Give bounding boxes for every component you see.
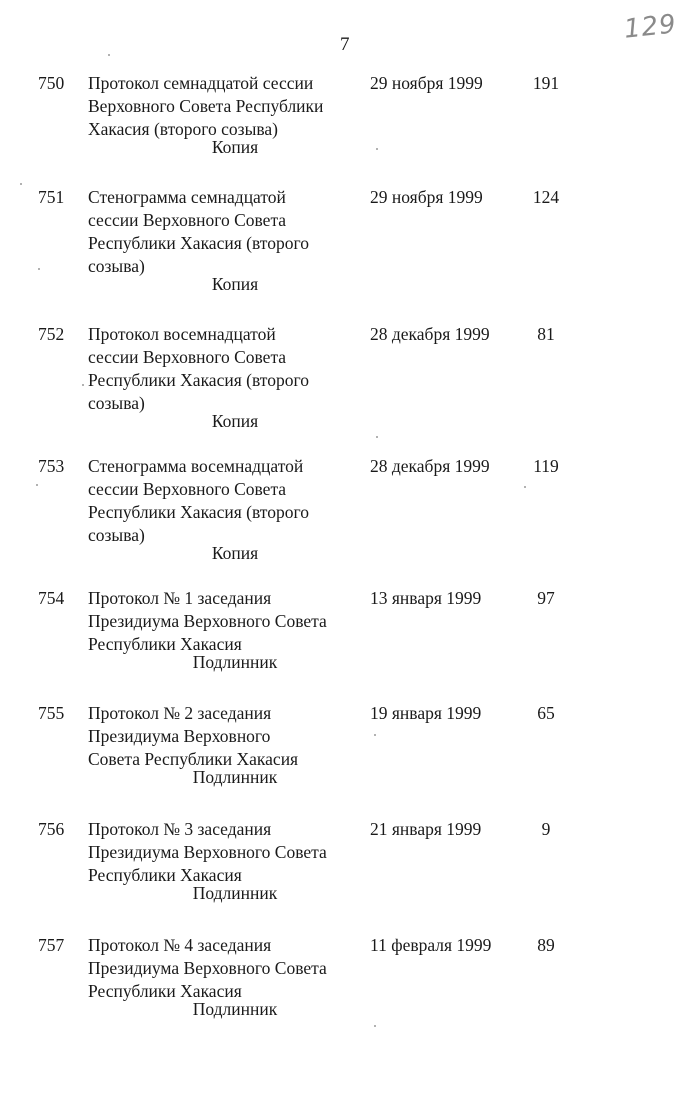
entry-sheets: 191 (532, 73, 560, 93)
entry-date: 28 декабря 1999 (370, 456, 490, 476)
list-item (0, 818, 700, 928)
entry-status: Подлинник (192, 999, 278, 1019)
entry-number: 753 (38, 456, 65, 476)
list-item (0, 587, 700, 697)
list-item (0, 702, 700, 812)
scan-speck (108, 54, 110, 56)
page-number: 7 (340, 34, 350, 55)
entry-number: 755 (38, 703, 65, 723)
entry-title: Протокол № 4 заседания Президиума Верховного Совета Республики Хакасия (88, 935, 327, 1001)
entry-sheets: 9 (541, 819, 551, 839)
scan-speck (524, 486, 526, 488)
entry-title: Протокол семнадцатой сессии Верховного Совета Республики Хакасия (второго созыва) (88, 73, 324, 139)
scan-speck (376, 436, 378, 438)
scan-speck (376, 148, 378, 150)
entry-date: 28 декабря 1999 (370, 324, 490, 344)
entry-sheets: 81 (537, 324, 555, 344)
entry-sheets: 119 (533, 456, 559, 476)
entry-sheets: 124 (532, 187, 560, 207)
entry-number: 756 (38, 819, 65, 839)
entry-status: Подлинник (192, 652, 278, 672)
entry-sheets: 97 (537, 588, 555, 608)
entry-status: Копия (211, 137, 259, 157)
entry-number: 750 (38, 73, 65, 93)
entry-date: 11 февраля 1999 (370, 935, 492, 955)
entry-number: 751 (38, 187, 65, 207)
entry-number: 754 (38, 588, 65, 608)
list-item (0, 186, 700, 296)
entry-date: 21 января 1999 (370, 819, 482, 839)
archive-number: 129 (622, 9, 679, 45)
scan-speck (20, 183, 22, 185)
entry-status: Копия (211, 543, 259, 563)
entry-number: 752 (38, 324, 65, 344)
entry-title: Стенограмма семнадцатой сессии Верховного Совета Республики Хакасия (второго созыва) (88, 187, 309, 276)
entry-date: 13 января 1999 (370, 588, 482, 608)
entry-number: 757 (38, 935, 65, 955)
scan-speck (82, 384, 84, 386)
list-item (0, 323, 700, 433)
entry-title: Протокол № 3 заседания Президиума Верховного Совета Республики Хакасия (88, 819, 327, 885)
entry-sheets: 65 (537, 703, 555, 723)
entry-date: 19 января 1999 (370, 703, 482, 723)
entry-date: 29 ноября 1999 (370, 187, 483, 207)
entry-title: Стенограмма восемнадцатой сессии Верховного Совета Республики Хакасия (второго созыва) (88, 456, 309, 545)
list-item (0, 455, 700, 565)
entry-status: Подлинник (192, 767, 278, 787)
entry-date: 29 ноября 1999 (370, 73, 483, 93)
entry-sheets: 89 (537, 935, 555, 955)
list-item (0, 72, 700, 182)
entry-status: Копия (211, 411, 259, 431)
scan-speck (36, 484, 38, 486)
entry-title: Протокол № 2 заседания Президиума Верховного Совета Республики Хакасия (88, 703, 299, 769)
entry-title: Протокол № 1 заседания Президиума Верховного Совета Республики Хакасия (88, 588, 327, 654)
entry-status: Подлинник (192, 883, 278, 903)
scan-speck (374, 734, 376, 736)
entry-status: Копия (211, 274, 259, 294)
list-item (0, 934, 700, 1044)
entry-title: Протокол восемнадцатой сессии Верховного Совета Республики Хакасия (второго созыва) (88, 324, 309, 413)
scan-speck (38, 268, 40, 270)
scan-speck (374, 1025, 376, 1027)
